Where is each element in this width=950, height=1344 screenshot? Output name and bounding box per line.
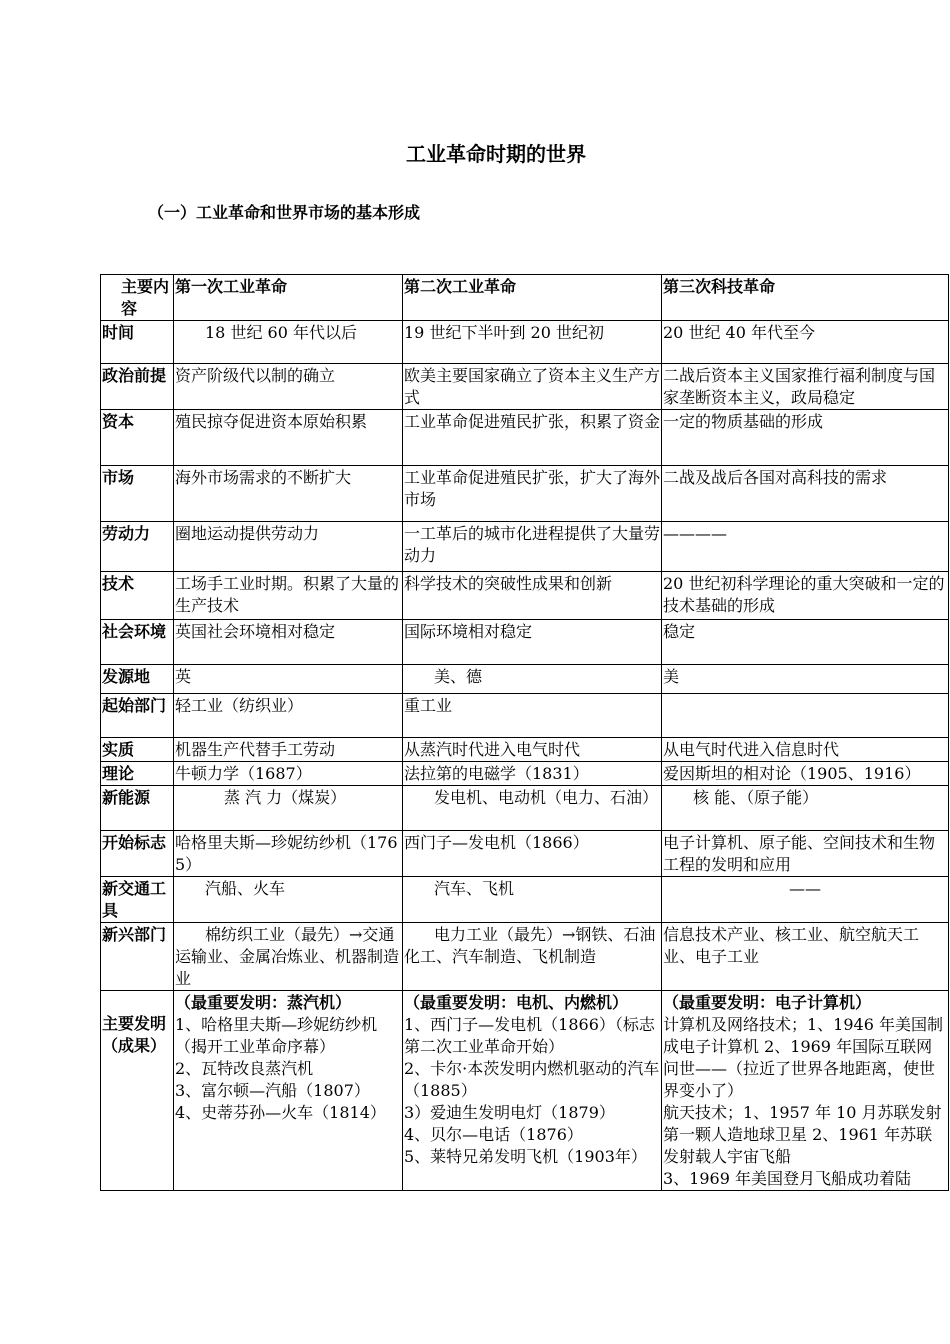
table-cell: 汽船、火车: [174, 877, 403, 923]
row-label: 实质: [101, 738, 174, 762]
invention-item: 4、贝尔—电话（1876）: [404, 1125, 583, 1144]
invention-item: 计算机及网络技术；1、1946 年美国制成电子计算机 2、1969 年国际互联网问世——（拉近了世界各地距离，使世界变小了）: [663, 1015, 943, 1100]
invention-item: 1、西门子—发电机（1866）（标志第二次工业革命开始）: [404, 1015, 655, 1056]
table-cell: [662, 694, 949, 738]
row-label: 主要发明（成果）: [101, 991, 174, 1191]
table-cell: 科学技术的突破性成果和创新: [403, 572, 662, 620]
table-cell: 轻工业（纺织业）: [174, 694, 403, 738]
table-cell: 从电气时代进入信息时代: [662, 738, 949, 762]
table-cell: 美: [662, 665, 949, 694]
table-cell: 圈地运动提供劳动力: [174, 522, 403, 572]
table-cell: 机器生产代替手工劳动: [174, 738, 403, 762]
invention-item: 2、卡尔·本茨发明内燃机驱动的汽车（1885）: [404, 1059, 660, 1100]
table-row: [101, 364, 949, 410]
table-row: [101, 694, 949, 738]
row-label: 资本: [101, 410, 174, 466]
inventions-cell: [403, 991, 662, 1191]
table-cell: 汽车、飞机: [403, 877, 662, 923]
row-label: 时间: [101, 321, 174, 364]
table-cell: 国际环境相对稳定: [403, 620, 662, 665]
inventions-row: [101, 991, 949, 1191]
table-row: [101, 466, 949, 522]
row-label: 起始部门: [101, 694, 174, 738]
table-cell: ————: [662, 522, 949, 572]
table-row: [101, 738, 949, 762]
table-cell: 18 世纪 60 年代以后: [174, 321, 403, 364]
table-cell: 爱因斯坦的相对论（1905、1916）: [662, 762, 949, 786]
key-invention-heading: （最重要发明：电子计算机）: [663, 993, 872, 1012]
table-cell: 哈格里夫斯—珍妮纺纱机（1765）: [174, 831, 403, 877]
table-cell: 棉纺织工业（最先）→交通运输业、金属冶炼业、机器制造业: [174, 923, 403, 991]
table-row: [101, 786, 949, 831]
inventions-cell: [174, 991, 403, 1191]
header-row: [101, 275, 949, 321]
table-cell: 信息技术产业、核工业、航空航天工业、电子工业: [662, 923, 949, 991]
invention-item: 4、史蒂芬孙—火车（1814）: [175, 1103, 386, 1122]
row-label: 新交通工具: [101, 877, 174, 923]
table-cell: 殖民掠夺促进资本原始积累: [174, 410, 403, 466]
key-invention-heading: （最重要发明：蒸汽机）: [175, 993, 352, 1012]
table-row: [101, 762, 949, 786]
row-label: 新兴部门: [101, 923, 174, 991]
invention-item: 3）爱迪生发明电灯（1879）: [404, 1103, 615, 1122]
row-label: 开始标志: [101, 831, 174, 877]
table-cell: 电力工业（最先）→钢铁、石油化工、汽车制造、飞机制造: [403, 923, 662, 991]
table-cell: 欧美主要国家确立了资本主义生产方式: [403, 364, 662, 410]
table-cell: 核 能、（原子能）: [662, 786, 949, 831]
inventions-cell: [662, 991, 949, 1191]
invention-item: 3、1969 年美国登月飞船成功着陆: [663, 1169, 911, 1188]
key-invention-heading: （最重要发明：电机、内燃机）: [404, 993, 629, 1012]
header-cell: 第一次工业革命: [174, 275, 403, 321]
row-label: 劳动力: [101, 522, 174, 572]
table-cell: 一工革后的城市化进程提供了大量劳动力: [403, 522, 662, 572]
table-cell: 一定的物质基础的形成: [662, 410, 949, 466]
table-cell: 西门子—发电机（1866）: [403, 831, 662, 877]
table-cell: 二战后资本主义国家推行福利制度与国家垄断资本主义，政局稳定: [662, 364, 949, 410]
table-cell: 电子计算机、原子能、空间技术和生物工程的发明和应用: [662, 831, 949, 877]
table-cell: 法拉第的电磁学（1831）: [403, 762, 662, 786]
table-cell: 从蒸汽时代进入电气时代: [403, 738, 662, 762]
table-cell: 20 世纪 40 年代至今: [662, 321, 949, 364]
invention-item: 3、富尔顿—汽船（1807）: [175, 1081, 370, 1100]
table-cell: 蒸 汽 力（煤炭）: [174, 786, 403, 831]
table-cell: 二战及战后各国对高科技的需求: [662, 466, 949, 522]
header-cell: 第三次科技革命: [662, 275, 949, 321]
table-row: [101, 321, 949, 364]
table-cell: 美、德: [403, 665, 662, 694]
table-cell: 发电机、电动机（电力、石油）: [403, 786, 662, 831]
invention-item: 1、哈格里夫斯—珍妮纺纱机（揭开工业革命序幕）: [175, 1015, 378, 1056]
table-cell: 海外市场需求的不断扩大: [174, 466, 403, 522]
table-cell: 牛顿力学（1687）: [174, 762, 403, 786]
invention-item: 航天技术；1、1957 年 10 月苏联发射第一颗人造地球卫星 2、1961 年苏联发射载人宇宙飞船: [663, 1103, 942, 1166]
table-row: [101, 665, 949, 694]
row-label: 理论: [101, 762, 174, 786]
section-subtitle: （一）工业革命和世界市场的基本形成: [148, 203, 421, 222]
table-row: [101, 877, 949, 923]
comparison-table: [100, 274, 949, 1191]
table-row: [101, 923, 949, 991]
table-row: [101, 831, 949, 877]
row-label: 发源地: [101, 665, 174, 694]
row-label: 社会环境: [101, 620, 174, 665]
invention-item: 5、莱特兄弟发明飞机（1903年）: [404, 1147, 647, 1166]
row-label: 政治前提: [101, 364, 174, 410]
table-cell: 工业革命促进殖民扩张，积累了资金: [403, 410, 662, 466]
table-row: [101, 620, 949, 665]
table-cell: 英: [174, 665, 403, 694]
table-row: [101, 410, 949, 466]
table-cell: 资产阶级代以制的确立: [174, 364, 403, 410]
table-row: [101, 522, 949, 572]
page-title: 工业革命时期的世界: [406, 142, 586, 166]
table-cell: 重工业: [403, 694, 662, 738]
table-cell: 英国社会环境相对稳定: [174, 620, 403, 665]
table-row: [101, 572, 949, 620]
row-label: 市场: [101, 466, 174, 522]
table-cell: ——: [662, 877, 949, 923]
row-label: 新能源: [101, 786, 174, 831]
header-cell: 第二次工业革命: [403, 275, 662, 321]
row-label: 技术: [101, 572, 174, 620]
table-cell: 19 世纪下半叶到 20 世纪初: [403, 321, 662, 364]
invention-item: 2、瓦特改良蒸汽机: [175, 1059, 314, 1078]
header-cell: 主要内容: [101, 275, 174, 321]
table-cell: 工场手工业时期。积累了大量的生产技术: [174, 572, 403, 620]
table-cell: 稳定: [662, 620, 949, 665]
table-cell: 工业革命促进殖民扩张，扩大了海外市场: [403, 466, 662, 522]
table-cell: 20 世纪初科学理论的重大突破和一定的技术基础的形成: [662, 572, 949, 620]
